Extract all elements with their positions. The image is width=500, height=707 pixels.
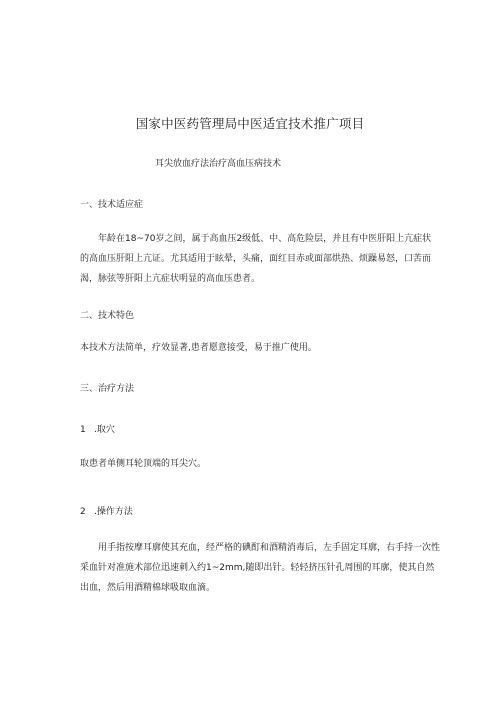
section-heading-treatment: 三、治疗方法 (80, 384, 135, 394)
document-subtitle: 耳尖放血疗法治疗高血压病技术 (155, 159, 282, 169)
section-heading-indications: 一、技术适应症 (80, 200, 144, 210)
step-number: 1 (80, 425, 86, 435)
document-title: 国家中医药管理局中医适宜技术推广项目 (135, 116, 365, 131)
section-heading-features: 二、技术特色 (80, 311, 135, 321)
step-heading-procedure (80, 504, 133, 517)
section-paragraph-indications: 年龄在18~70岁之间，属于高血压2级低、中、高危险层，并且有中医肝阳上亢症状的高血压肝阳上亢证。尤其适用于眩晕，头痛，面红目赤或面部烘热、烦躁易怒，口苦而渴，脉弦等肝阳上亢症状明显的高血压患者。 (80, 234, 432, 284)
step-label: .取穴 (94, 425, 115, 435)
step-label: .操作方法 (94, 507, 133, 517)
section-paragraph-features: 本技术方法简单，疗效显著,患者愿意接受，易于推广使用。 (80, 343, 317, 353)
step-number: 2 (80, 507, 86, 517)
step-paragraph-procedure: 用手指按摩耳廓使其充血，经严格的碘酊和酒精消毒后，左手固定耳廓，右手持一次性采血针对准施术部位迅速刺入约1~2mm,随即出针。轻轻挤压针孔周围的耳廓，使其自然出血，然后用酒精棉球吸取血滴。 (80, 543, 441, 593)
step-heading-acupoint (80, 422, 115, 435)
step-paragraph-acupoint: 取患者单侧耳轮顶端的耳尖穴。 (80, 459, 207, 469)
